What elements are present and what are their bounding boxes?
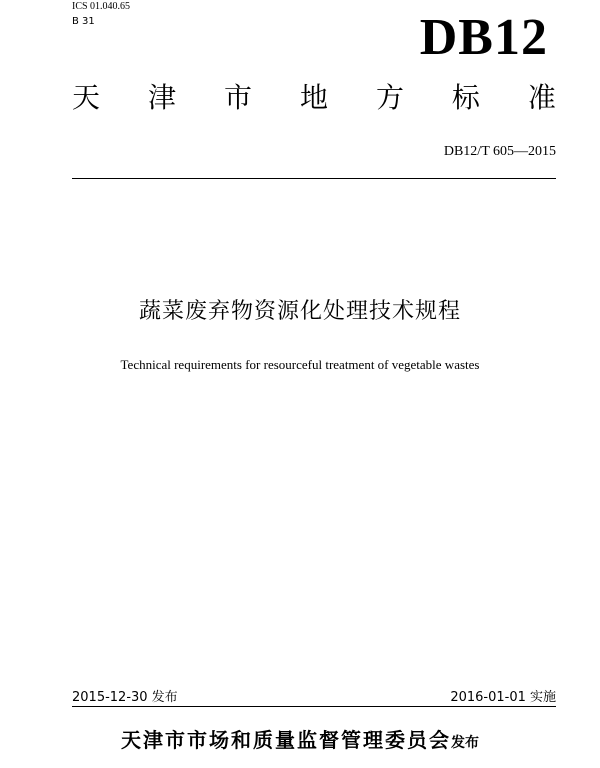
document-title-chinese: 蔬菜废弃物资源化处理技术规程	[138, 299, 461, 324]
standard-type-title	[72, 80, 556, 116]
issuer-organization: 天津市市场和质量监督管理委员会	[121, 728, 451, 752]
ccs-code: B 31	[72, 16, 95, 27]
standard-type-char: 准	[527, 81, 556, 114]
standard-type-char: 市	[223, 81, 252, 114]
standard-type-char: 津	[147, 81, 176, 114]
bottom-divider	[72, 706, 556, 707]
standard-type-char: 标	[451, 81, 480, 114]
issuer-suffix: 发布	[451, 735, 479, 751]
standard-logo: DB12	[419, 9, 548, 66]
standard-type-char: 方	[375, 81, 404, 114]
ics-code: ICS 01.040.65	[72, 1, 131, 12]
document-title-english: Technical requirements for resourceful treatment of vegetable wastes	[120, 357, 480, 372]
standard-number: DB12/T 605—2015	[443, 144, 556, 159]
top-divider	[72, 178, 556, 179]
standard-type-char: 地	[299, 81, 328, 114]
issuer-line	[0, 724, 600, 753]
effective-date: 2016-01-01 实施	[450, 690, 556, 705]
standard-type-char: 天	[72, 81, 101, 114]
publish-date: 2015-12-30 发布	[72, 690, 178, 705]
